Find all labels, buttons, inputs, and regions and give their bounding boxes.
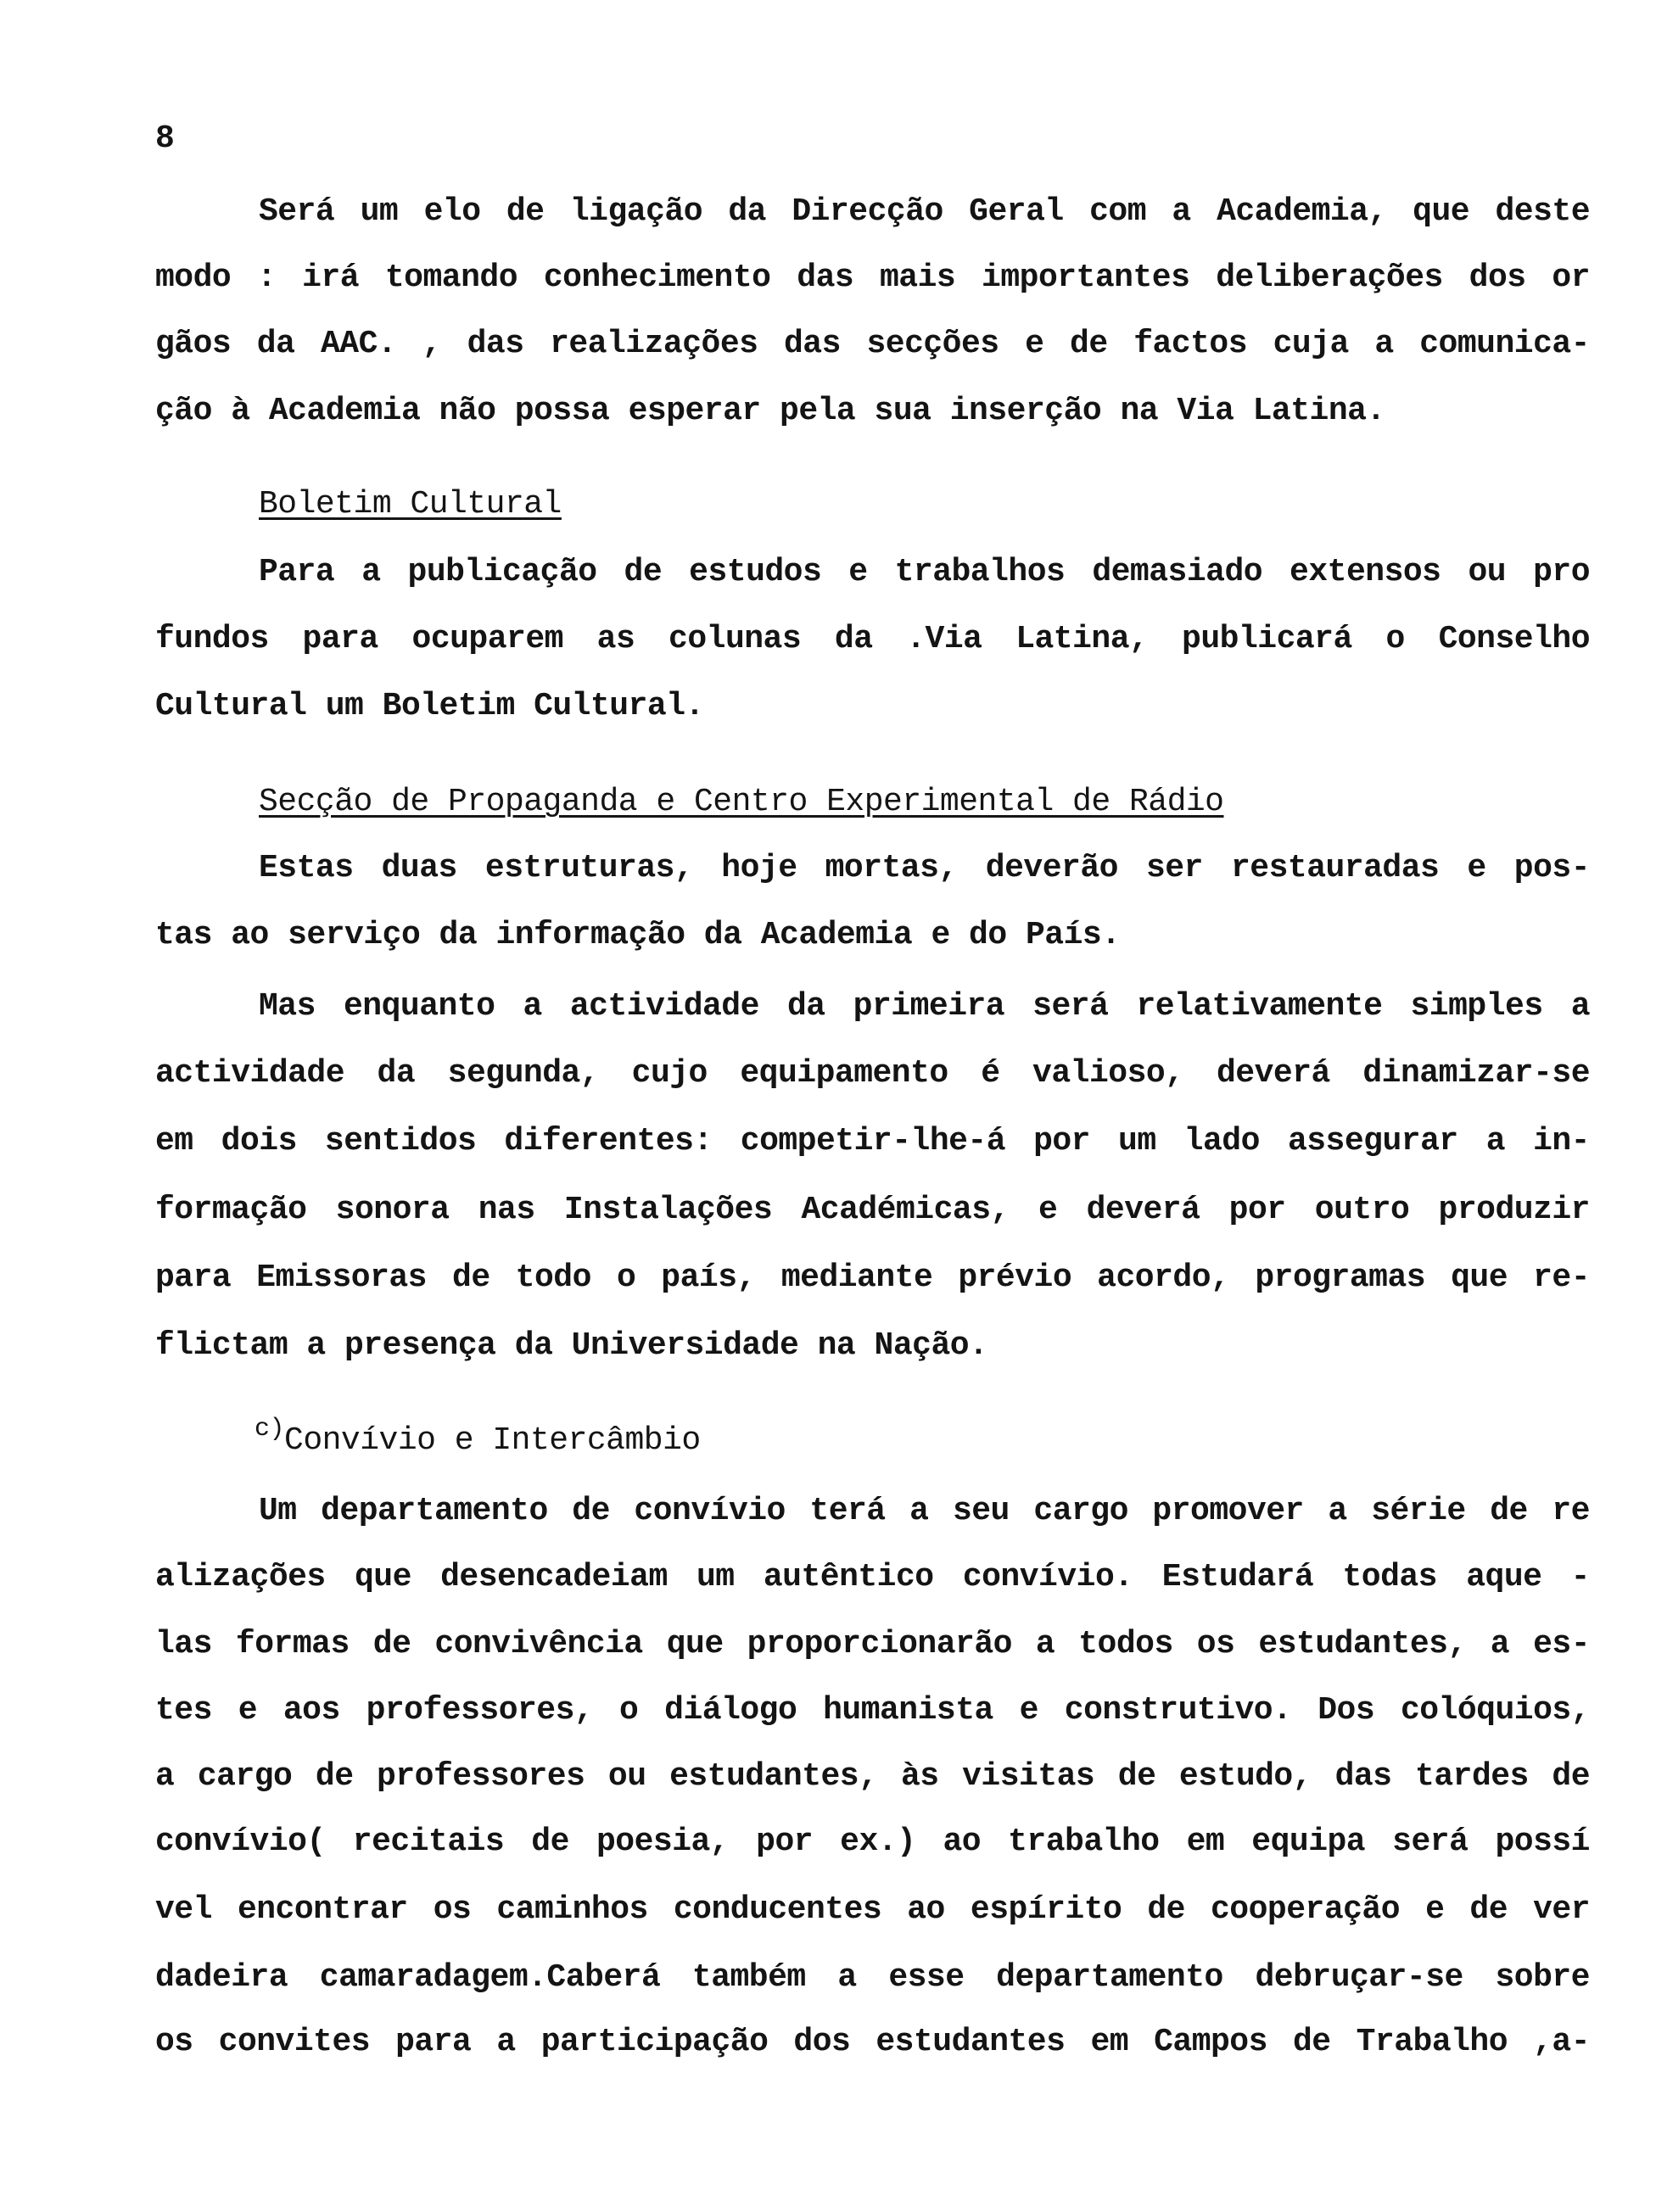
text-line: flictam a presença da Universidade na Nação. bbox=[155, 1327, 988, 1364]
text-line: a cargo de professores ou estudantes, às visitas de estudo, das tardes de bbox=[155, 1758, 1590, 1795]
text-line: alizações que desencadeiam um autêntico convívio. Estudará todas aque - bbox=[155, 1559, 1590, 1595]
text-line: os convites para a participação dos estudantes em Campos de Trabalho ,a- bbox=[155, 2024, 1590, 2060]
text-line: convívio( recitais de poesia, por ex.) ao trabalho em equipa será possí bbox=[155, 1824, 1590, 1860]
text-line: actividade da segunda, cujo equipamento é valioso, deverá dinamizar-se bbox=[155, 1055, 1590, 1092]
text-line: para Emissoras de todo o país, mediante prévio acordo, programas que re- bbox=[155, 1260, 1590, 1296]
text-line: Mas enquanto a actividade da primeira será relativamente simples a bbox=[259, 988, 1590, 1025]
text-line: Estas duas estruturas, hoje mortas, deverão ser restauradas e pos- bbox=[259, 850, 1590, 886]
text-line: vel encontrar os caminhos conducentes ao espírito de cooperação e de ver bbox=[155, 1891, 1590, 1928]
text-line: Cultural um Boletim Cultural. bbox=[155, 688, 704, 724]
section-heading: Secção de Propaganda e Centro Experimental de Rádio bbox=[259, 784, 1224, 820]
subsection-marker: c) bbox=[255, 1415, 285, 1444]
text-line: gãos da AAC. , das realizações das secções e de factos cuja a comunica- bbox=[155, 326, 1590, 362]
text-line: las formas de convivência que proporcionarão a todos os estudantes, a es- bbox=[155, 1626, 1590, 1662]
text-line: Um departamento de convívio terá a seu cargo promover a série de re bbox=[259, 1493, 1590, 1529]
text-line: modo : irá tomando conhecimento das mais importantes deliberações dos or bbox=[155, 260, 1590, 296]
text-line: ção à Academia não possa esperar pela sua inserção na Via Latina. bbox=[155, 393, 1385, 429]
page-number: 8 bbox=[155, 120, 175, 157]
section-heading: Boletim Cultural bbox=[259, 486, 562, 522]
text-line: formação sonora nas Instalações Académicas, e deverá por outro produzir bbox=[155, 1192, 1590, 1228]
text-line: Para a publicação de estudos e trabalhos demasiado extensos ou pro bbox=[259, 554, 1590, 590]
text-line: Será um elo de ligação da Direcção Geral com a Academia, que deste bbox=[259, 193, 1590, 230]
text-line: tas ao serviço da informação da Academia e do País. bbox=[155, 917, 1121, 953]
text-line: dadeira camaradagem.Caberá também a esse departamento debruçar-se sobre bbox=[155, 1959, 1590, 1996]
subsection-heading bbox=[255, 1415, 701, 1464]
subsection-title: Convívio e Intercâmbio bbox=[284, 1422, 701, 1459]
text-line: tes e aos professores, o diálogo humanista e construtivo. Dos colóquios, bbox=[155, 1692, 1590, 1729]
text-line: em dois sentidos diferentes: competir-lhe-á por um lado assegurar a in- bbox=[155, 1123, 1590, 1159]
text-line: fundos para ocuparem as colunas da .Via Latina, publicará o Conselho bbox=[155, 621, 1590, 657]
